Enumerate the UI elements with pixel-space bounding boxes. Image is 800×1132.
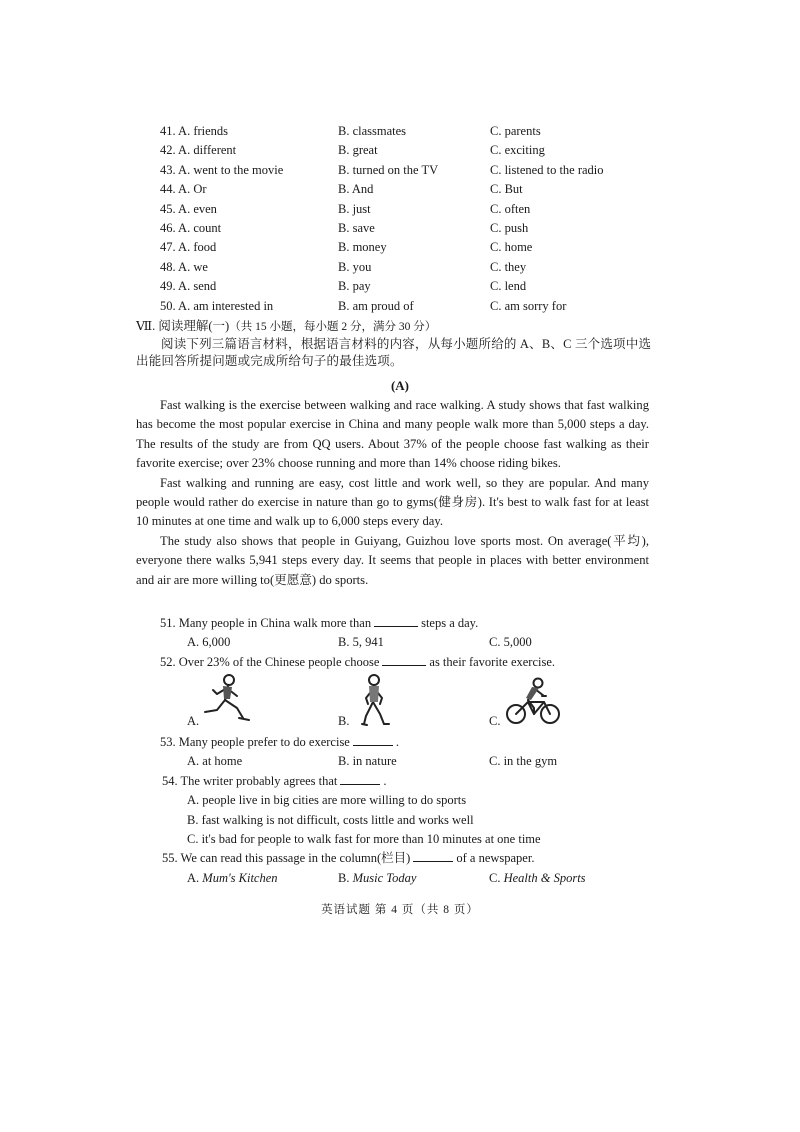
q52-option-c: C.: [489, 714, 501, 728]
cloze-row-45: 45. A. even B. just C. often: [160, 201, 531, 216]
cloze-options: [160, 122, 660, 316]
answer-blank: [413, 850, 453, 862]
cloze-row-50: 50. A. am interested in B. am proud of C. am sorry for: [160, 298, 567, 313]
q54-option-b: B. fast walking is not difficult, costs little and works well: [187, 813, 474, 827]
passage-paragraph-3: The study also shows that people in Guiyang, Guizhou love sports most. On average(平均), everyone there walks 5,941 steps every day. It seems that people in places with better environment and air are more willing to(更愿意) do sports.: [136, 533, 649, 587]
q52-option-a: A.: [187, 714, 200, 728]
passage-title: (A): [390, 378, 410, 393]
cloze-row-49: 49. A. send B. pay C. lend: [160, 279, 527, 294]
q54-option-a: A. people live in big cities are more willing to do sports: [187, 793, 467, 807]
q52-option-b: B.: [338, 714, 350, 728]
question-51: 51. Many people in China walk more than steps a day.: [160, 616, 479, 630]
q51-option-c: C. 5,000: [489, 635, 532, 649]
q55-option-b: B. Music Today: [338, 871, 417, 885]
q53-option-c: C. in the gym: [489, 754, 558, 768]
section-instruction: 阅读下列三篇语言材料，根据语言材料的内容，从每小题所给的 A、B、C 三个选项中选出能回答所提问题或完成所给句子的最佳选项。: [136, 337, 652, 368]
cloze-row-41: 41. A. friends B. classmates C. parents: [160, 124, 541, 138]
cloze-row-43: 43. A. went to the movie B. turned on the TV C. listened to the radio: [160, 162, 604, 177]
q53-option-a: A. at home: [187, 754, 243, 768]
q55-option-c: C. Health & Sports: [489, 871, 586, 885]
cloze-row-48: 48. A. we B. you C. they: [160, 259, 527, 274]
section-reading-1: [136, 318, 656, 370]
cloze-row-46: 46. A. count B. save C. push: [160, 220, 529, 235]
section-note: （共 15 小题，每小题 2 分，满分 30 分）: [229, 321, 437, 333]
q54-option-c: C. it's bad for people to walk fast for more than 10 minutes at one time: [187, 832, 541, 846]
answer-blank: [382, 654, 426, 666]
answer-blank: [353, 734, 393, 746]
q55-option-a: A. Mum's Kitchen: [187, 871, 278, 885]
q53-option-b: B. in nature: [338, 754, 397, 768]
passage-paragraph-2: Fast walking and running are easy, cost little and work well, so they are popular. And many people would rather do exercise in nature than go to gyms(健身房). It's best to walk fast for at least 10 minutes at one time and walk up to 6,000 steps every day.: [136, 475, 649, 529]
running-person-icon: [199, 672, 255, 726]
q51-option-b: B. 5, 941: [338, 635, 384, 649]
section-title-text: Ⅶ. 阅读理解(一): [136, 319, 230, 333]
answer-blank: [340, 773, 380, 785]
cloze-row-42: 42. A. different B. great C. exciting: [160, 143, 545, 158]
passage-paragraph-1: Fast walking is the exercise between walking and race walking. A study shows that fast walking has become the most popular exercise in China and many people walk more than 5,000 steps a day. The results of the study are from QQ users. About 37% of the people choose fast walking as their favorite exercise; over 23% choose running and more than 14% choose riding bikes.: [136, 398, 649, 471]
question-52: 52. Over 23% of the Chinese people choose as their favorite exercise.: [160, 655, 556, 669]
question-55: 55. We can read this passage in the column(栏目) of a newspaper.: [162, 851, 535, 865]
page-footer: 英语试题 第 4 页（共 8 页）: [321, 904, 479, 916]
question-54: 54. The writer probably agrees that .: [162, 774, 387, 788]
walking-person-icon: [354, 672, 396, 728]
cloze-row-44: 44. A. Or B. And C. But: [160, 182, 523, 197]
passage-a: [136, 396, 649, 590]
question-53: 53. Many people prefer to do exercise .: [160, 735, 399, 749]
section-title: [136, 318, 656, 336]
q51-option-a: A. 6,000: [187, 635, 231, 649]
cycling-person-icon: [504, 676, 562, 726]
cloze-row-47: 47. A. food B. money C. home: [160, 240, 533, 255]
answer-blank: [374, 615, 418, 627]
